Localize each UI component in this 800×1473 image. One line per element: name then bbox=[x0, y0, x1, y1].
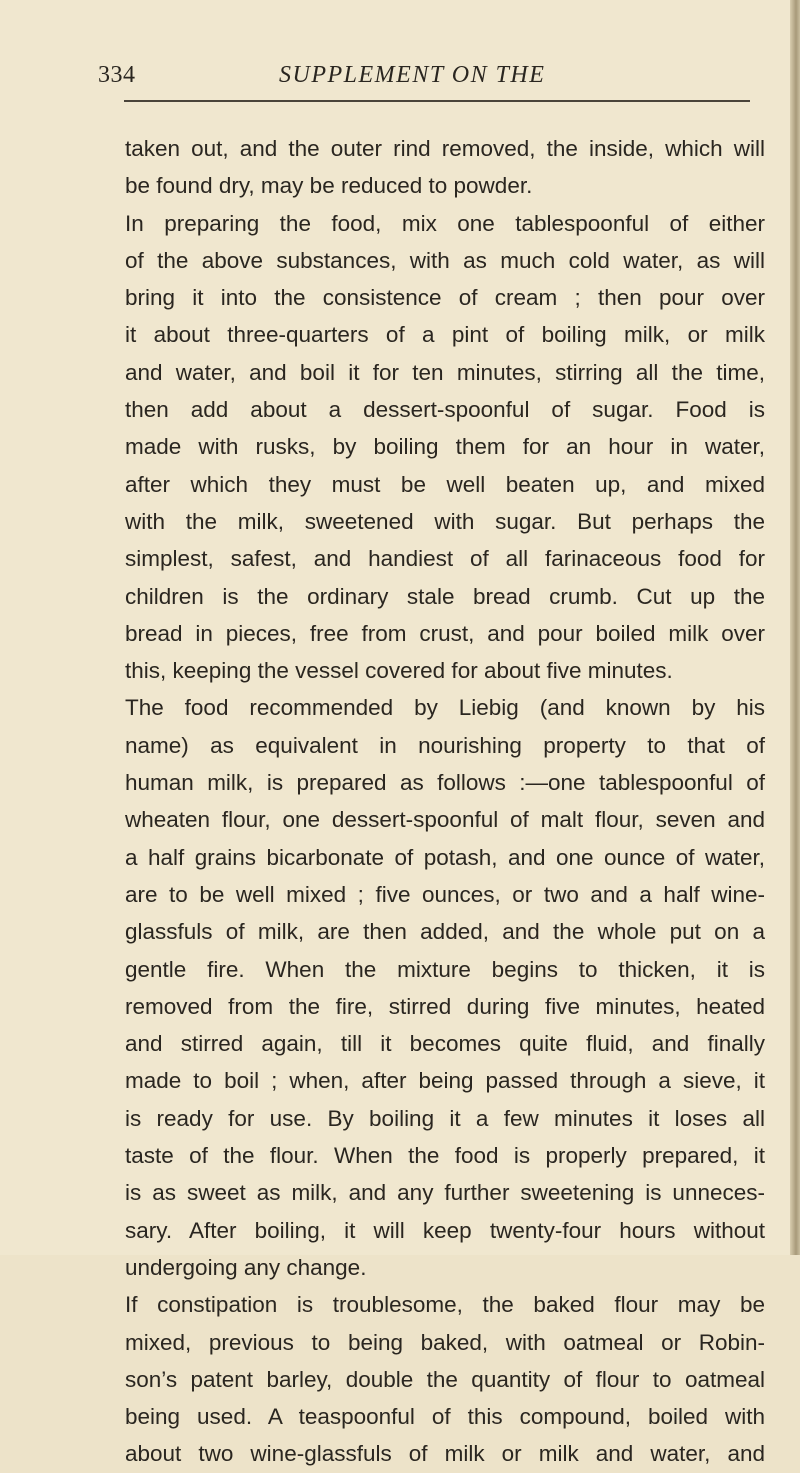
text-line: is as sweet as milk, and any further sweetening is unneces- bbox=[125, 1180, 765, 1206]
text-line: with the milk, sweetened with sugar. But perhaps the bbox=[125, 508, 765, 534]
text-line: this, keeping the vessel covered for about five minutes. bbox=[125, 658, 673, 684]
text-line: and stirred again, till it becomes quite fluid, and finally bbox=[125, 1031, 765, 1057]
text-line: human milk, is prepared as follows :—one tablespoonful of bbox=[125, 770, 765, 796]
page-edge bbox=[790, 0, 800, 1255]
text-line: being used. A teaspoonful of this compound, boiled with bbox=[125, 1404, 765, 1430]
text-line: In preparing the food, mix one tablespoonful of either bbox=[125, 210, 765, 236]
text-line: then add about a dessert-spoonful of sugar. Food is bbox=[125, 397, 765, 423]
text-line: gentle fire. When the mixture begins to thicken, it is bbox=[125, 956, 765, 982]
text-line: If constipation is troublesome, the baked flour may be bbox=[125, 1292, 765, 1318]
header-rule bbox=[124, 100, 750, 102]
text-line: The food recommended by Liebig (and known by his bbox=[125, 695, 765, 721]
text-line: taste of the flour. When the food is properly prepared, it bbox=[125, 1143, 765, 1169]
text-line: removed from the fire, stirred during five minutes, heated bbox=[125, 993, 765, 1019]
text-line: simplest, safest, and handiest of all farinaceous food for bbox=[125, 546, 765, 572]
text-line: mixed, previous to being baked, with oatmeal or Robin- bbox=[125, 1329, 765, 1355]
body-text bbox=[125, 130, 765, 1473]
text-line: undergoing any change. bbox=[125, 1254, 367, 1280]
running-head: SUPPLEMENT ON THE bbox=[279, 62, 546, 88]
text-line: be found dry, may be reduced to powder. bbox=[125, 173, 533, 199]
text-line: is ready for use. By boiling it a few minutes it loses all bbox=[125, 1105, 765, 1131]
text-line: are to be well mixed ; five ounces, or two and a half wine- bbox=[125, 881, 765, 907]
text-line: wheaten flour, one dessert-spoonful of malt flour, seven and bbox=[125, 807, 765, 833]
text-line: son’s patent barley, double the quantity of flour to oatmeal bbox=[125, 1366, 765, 1392]
text-line: made to boil ; when, after being passed through a sieve, it bbox=[125, 1068, 765, 1094]
text-line: glassfuls of milk, are then added, and the whole put on a bbox=[125, 919, 765, 945]
page-header bbox=[98, 62, 758, 102]
page-number: 334 bbox=[98, 62, 136, 88]
text-line: about two wine-glassfuls of milk or milk and water, and bbox=[125, 1441, 765, 1467]
text-line: made with rusks, by boiling them for an hour in water, bbox=[125, 434, 765, 460]
text-line: sary. After boiling, it will keep twenty-four hours without bbox=[125, 1217, 765, 1243]
text-line: after which they must be well beaten up, and mixed bbox=[125, 471, 765, 497]
text-line: of the above substances, with as much cold water, as will bbox=[125, 247, 765, 273]
text-line: name) as equivalent in nourishing property to that of bbox=[125, 732, 765, 758]
text-line: taken out, and the outer rind removed, the inside, which will bbox=[125, 136, 765, 161]
text-line: bring it into the consistence of cream ; then pour over bbox=[125, 285, 765, 311]
text-line: it about three-quarters of a pint of boiling milk, or milk bbox=[125, 322, 765, 348]
text-line: children is the ordinary stale bread crumb. Cut up the bbox=[125, 583, 765, 609]
text-line: a half grains bicarbonate of potash, and one ounce of water, bbox=[125, 844, 765, 870]
text-line: bread in pieces, free from crust, and pour boiled milk over bbox=[125, 620, 765, 646]
text-line: and water, and boil it for ten minutes, stirring all the time, bbox=[125, 359, 765, 385]
